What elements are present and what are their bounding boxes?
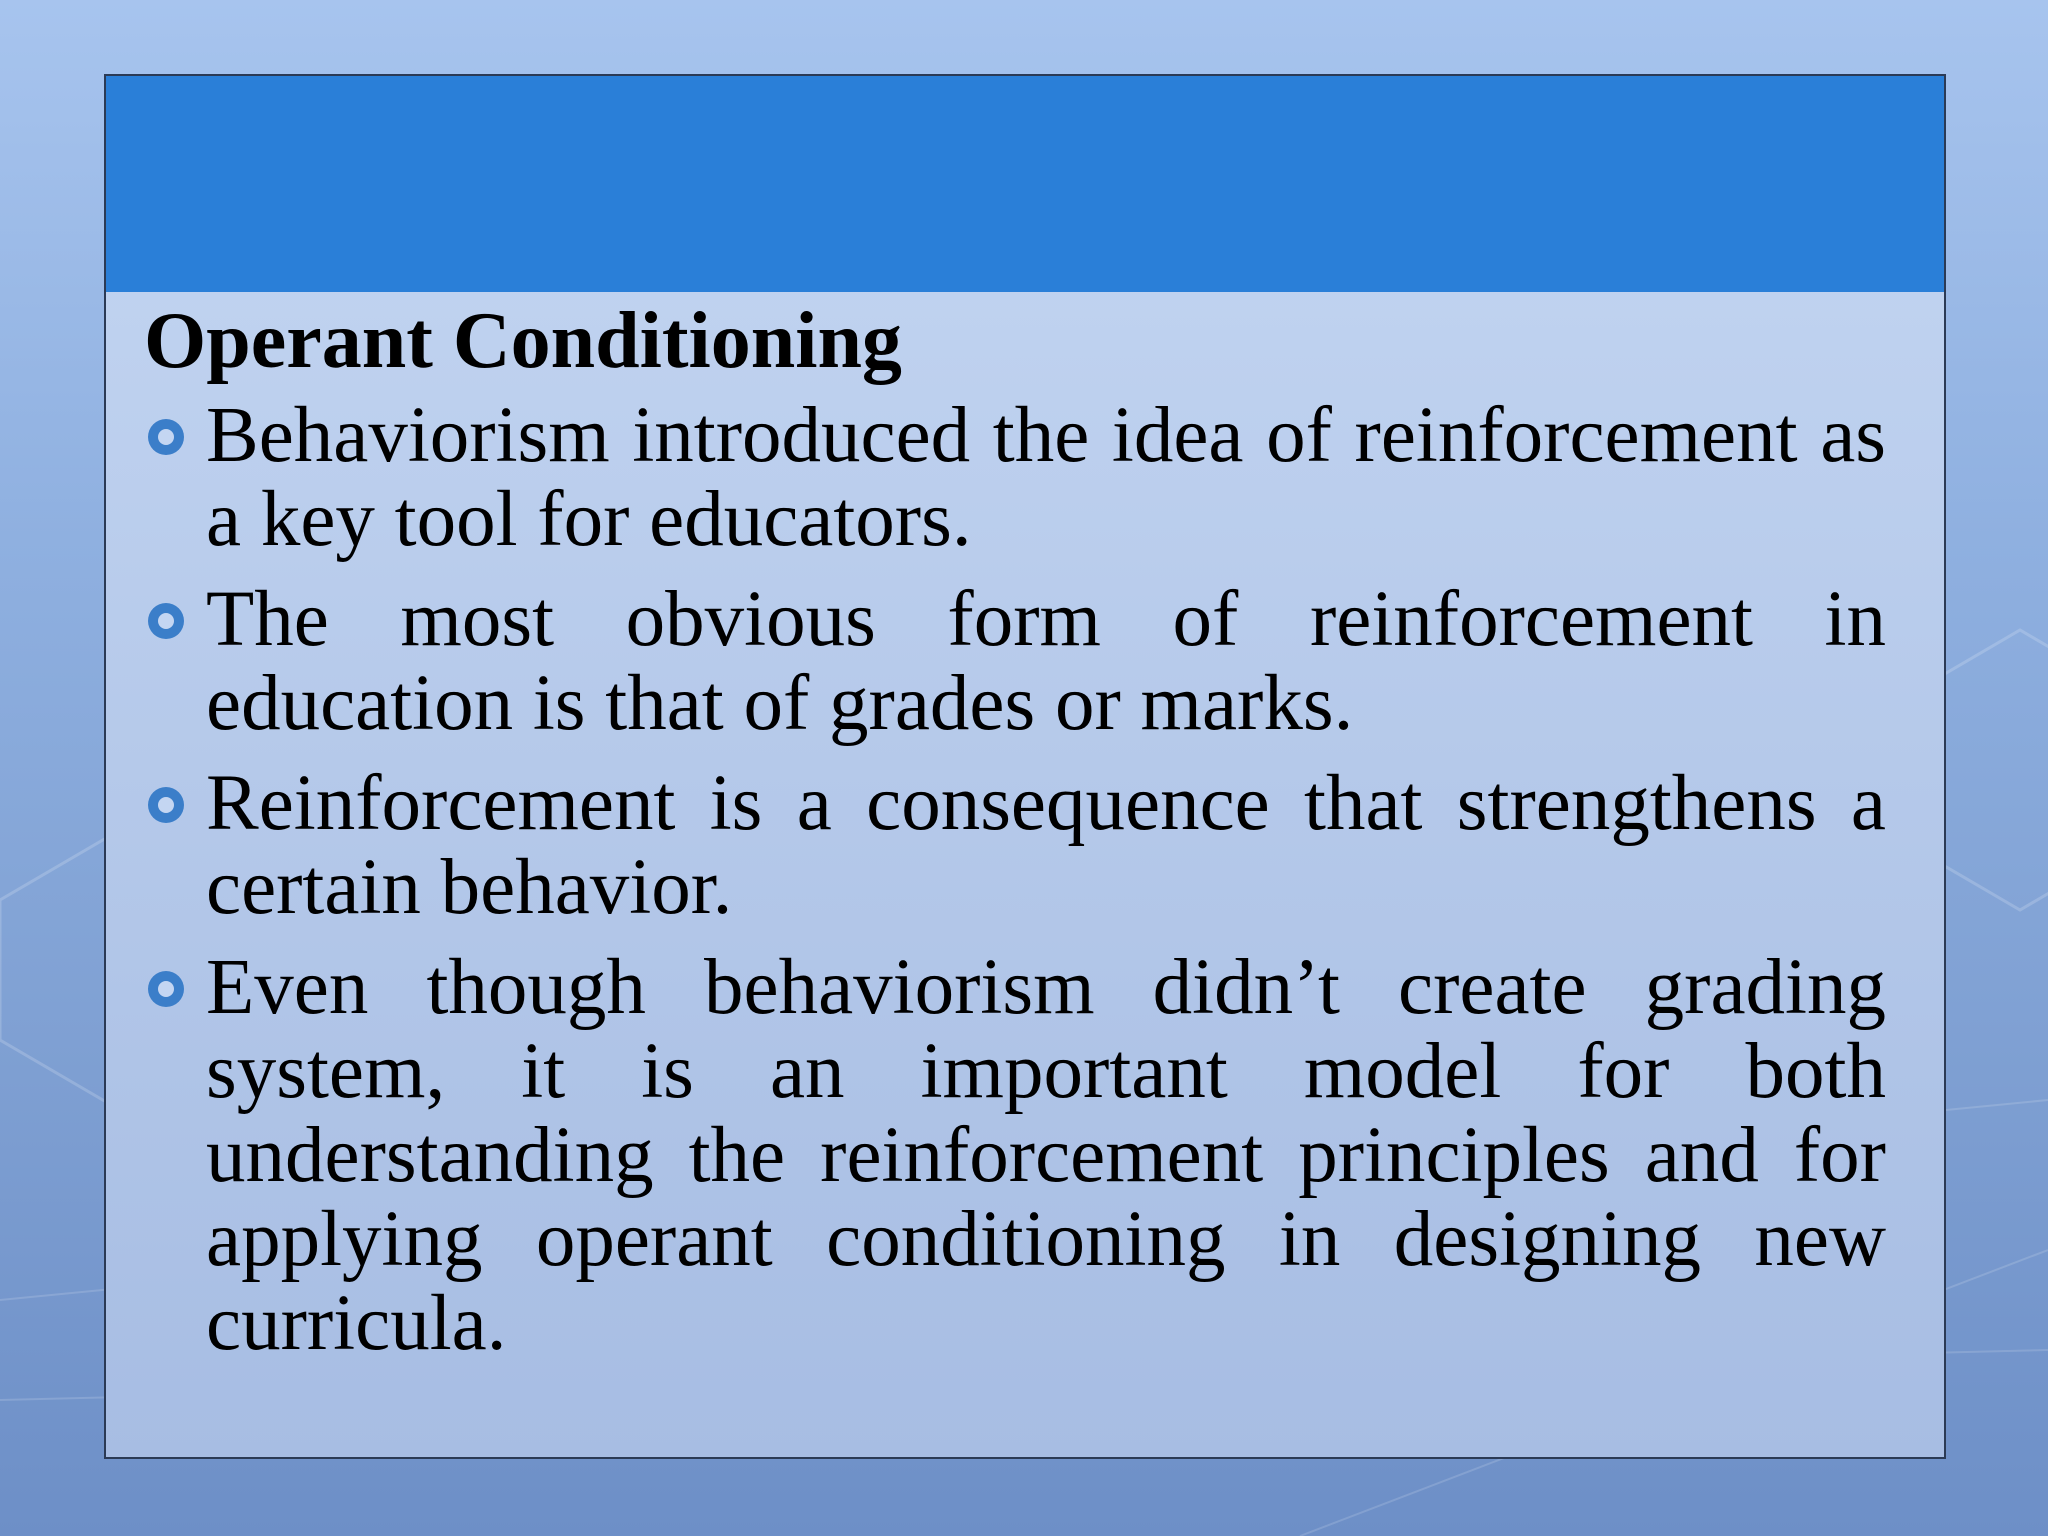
bullet-text: The most obvious form of reinforcement in education is that of grades or marks. <box>206 576 1886 747</box>
slide-panel <box>104 74 1946 1459</box>
bullet-item <box>144 762 1886 930</box>
bullet-item <box>144 946 1886 1366</box>
bullet-item <box>144 578 1886 746</box>
bullet-text: Reinforcement is a consequence that strengthens a certain behavior. <box>206 760 1886 931</box>
bullet-item <box>144 394 1886 562</box>
bullet-list <box>144 394 1886 1366</box>
bullet-text: Behaviorism introduced the idea of reinforcement as a key tool for educators. <box>206 392 1886 563</box>
bullet-text: Even though behaviorism didn’t create grading system, it is an important model for both understanding the reinforcement principles and for applying operant conditioning in designing new curricula. <box>206 944 1886 1367</box>
ring-bullet-icon <box>148 787 184 823</box>
ring-bullet-icon <box>148 603 184 639</box>
title-bar <box>106 76 1944 292</box>
ring-bullet-icon <box>148 419 184 455</box>
slide-content <box>144 292 1886 1382</box>
slide-heading: Operant Conditioning <box>144 297 902 385</box>
ring-bullet-icon <box>148 971 184 1007</box>
